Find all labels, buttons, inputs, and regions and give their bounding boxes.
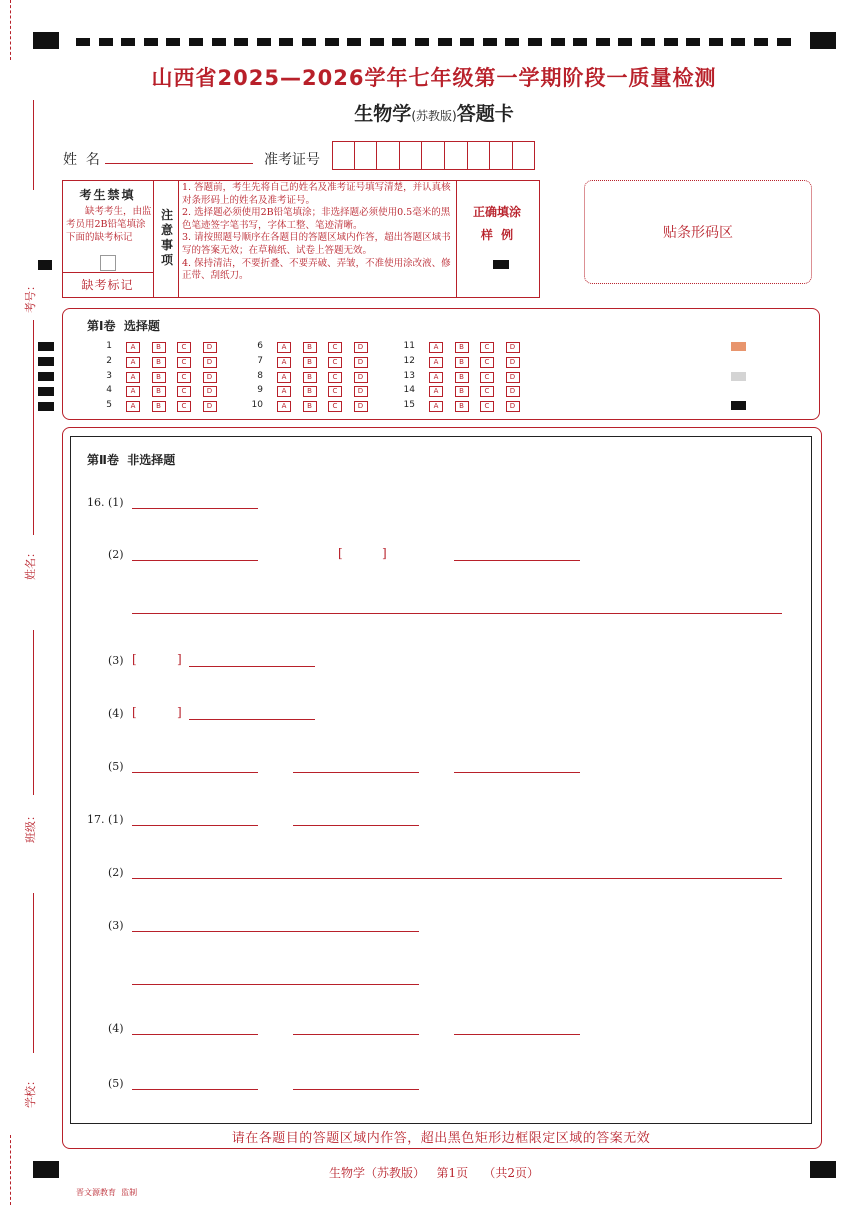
choice-bubble-a[interactable]: A bbox=[429, 386, 443, 397]
choice-bubble-b[interactable]: B bbox=[455, 386, 469, 397]
choice-bubble-b[interactable]: B bbox=[455, 342, 469, 353]
q16-2-answer-long[interactable] bbox=[132, 613, 782, 614]
choice-bubble-c[interactable]: C bbox=[328, 342, 342, 353]
timing-dash bbox=[347, 38, 361, 46]
q16-1-answer[interactable] bbox=[132, 508, 258, 509]
q16-part3-label: (3) bbox=[108, 654, 124, 667]
q17-1-answer-b[interactable] bbox=[293, 825, 419, 826]
choice-bubble-c[interactable]: C bbox=[328, 386, 342, 397]
sample-filled-mark bbox=[493, 260, 509, 269]
notice-char: 项 bbox=[160, 253, 173, 267]
q16-5-answer-c[interactable] bbox=[454, 772, 580, 773]
choice-bubble-d[interactable]: D bbox=[203, 386, 217, 397]
choice-bubble-d[interactable]: D bbox=[354, 357, 368, 368]
choice-bubble-c[interactable]: C bbox=[177, 372, 191, 383]
choice-bubble-b[interactable]: B bbox=[303, 357, 317, 368]
choice-question-number: 4 bbox=[106, 385, 112, 396]
name-label: 姓 名 bbox=[63, 152, 100, 168]
exam-id-digit-box[interactable] bbox=[490, 141, 513, 170]
q16-part1-label: (1) bbox=[108, 496, 124, 509]
choice-bubble-c[interactable]: C bbox=[480, 401, 494, 412]
exam-id-boxes[interactable] bbox=[332, 141, 535, 170]
q16-3-bracket-close: ] bbox=[177, 652, 182, 666]
choice-question-number: 6 bbox=[257, 341, 263, 351]
choice-bubble-a[interactable]: A bbox=[126, 342, 140, 353]
q17-3-answer-b[interactable] bbox=[132, 984, 419, 985]
binding-dash bbox=[10, 0, 12, 60]
absence-title: 考生禁填 bbox=[79, 188, 136, 202]
timing-dash bbox=[325, 38, 339, 46]
timing-dash bbox=[596, 38, 610, 46]
q16-4-bracket-open: [ bbox=[132, 705, 137, 719]
binding-line bbox=[33, 630, 34, 795]
binding-line bbox=[33, 893, 34, 1053]
timing-dash bbox=[664, 38, 678, 46]
q17-part1-label: (1) bbox=[108, 813, 124, 826]
choice-bubble-c[interactable]: C bbox=[328, 372, 342, 383]
q16-2-answer-a[interactable] bbox=[132, 560, 258, 561]
choice-bubble-a[interactable]: A bbox=[126, 401, 140, 412]
timing-dash bbox=[392, 38, 406, 46]
choice-bubble-b[interactable]: B bbox=[303, 386, 317, 397]
choice-bubble-a[interactable]: A bbox=[277, 357, 291, 368]
choice-bubble-b[interactable]: B bbox=[455, 357, 469, 368]
timing-dash bbox=[370, 38, 384, 46]
q17-part3-label: (3) bbox=[108, 919, 124, 932]
q16-part2-label: (2) bbox=[108, 548, 124, 561]
timing-dash bbox=[438, 38, 452, 46]
subject-main: 生物学 bbox=[354, 103, 412, 125]
choice-bubble-c[interactable]: C bbox=[480, 342, 494, 353]
q16-5-answer-a[interactable] bbox=[132, 772, 258, 773]
timing-dash bbox=[483, 38, 497, 46]
timing-dash bbox=[302, 38, 316, 46]
timing-dash bbox=[777, 38, 791, 46]
q16-part4-label: (4) bbox=[108, 707, 124, 720]
choice-question-number: 2 bbox=[106, 355, 112, 366]
choice-question-number: 13 bbox=[403, 370, 415, 381]
absence-checkbox[interactable] bbox=[100, 255, 116, 271]
sample-title-1: 正确填涂 bbox=[472, 205, 521, 219]
q17-5-answer-a[interactable] bbox=[132, 1089, 258, 1090]
choice-question-number: 8 bbox=[257, 370, 263, 381]
notice-char: 事 bbox=[160, 238, 173, 252]
part1-title: 第Ⅰ卷 选择题 bbox=[87, 319, 160, 333]
q17-5-answer-b[interactable] bbox=[293, 1089, 419, 1090]
notice-char: 注 bbox=[160, 208, 173, 222]
choice-bubble-a[interactable]: A bbox=[429, 357, 443, 368]
subject-title bbox=[0, 99, 868, 126]
marker-black bbox=[731, 401, 746, 410]
exam-id-digit-box[interactable] bbox=[355, 141, 378, 170]
timing-dash bbox=[505, 38, 519, 46]
absence-note: 缺考考生，由监考员用2B铅笔填涂下面的缺考标记 bbox=[66, 206, 152, 243]
timing-dash bbox=[618, 38, 632, 46]
exam-id-digit-box[interactable] bbox=[513, 141, 536, 170]
q16-3-bracket-open: [ bbox=[132, 652, 137, 666]
timing-dash bbox=[754, 38, 768, 46]
choice-bubble-d[interactable]: D bbox=[506, 357, 520, 368]
exam-id-digit-box[interactable] bbox=[445, 141, 468, 170]
choice-question-number: 12 bbox=[403, 355, 415, 366]
choice-bubble-b[interactable]: B bbox=[303, 401, 317, 412]
side-label-name: 姓名： bbox=[24, 547, 37, 580]
choice-question-number: 15 bbox=[403, 400, 415, 411]
choice-bubble-a[interactable]: A bbox=[429, 401, 443, 412]
choice-question-number: 3 bbox=[106, 370, 112, 381]
side-mark bbox=[38, 260, 52, 270]
side-label-class: 班级： bbox=[24, 810, 37, 843]
q16-4-bracket-close: ] bbox=[177, 705, 182, 719]
choice-bubble-b[interactable]: B bbox=[455, 401, 469, 412]
exam-id-digit-box[interactable] bbox=[332, 141, 355, 170]
timing-dash bbox=[121, 38, 135, 46]
choice-bubble-c[interactable]: C bbox=[177, 386, 191, 397]
timing-dash bbox=[551, 38, 565, 46]
q17-part4-label: (4) bbox=[108, 1022, 124, 1035]
binding-line bbox=[33, 320, 34, 535]
choice-bubble-c[interactable]: C bbox=[177, 342, 191, 353]
q16-number: 16. bbox=[87, 496, 105, 509]
corner-mark-top-right bbox=[810, 32, 836, 49]
q17-part2-label: (2) bbox=[108, 866, 124, 879]
page-info: 生物学（苏教版） 第1页 （共2页） bbox=[329, 1166, 539, 1180]
choice-bubble-d[interactable]: D bbox=[506, 386, 520, 397]
choice-bubble-a[interactable]: A bbox=[126, 357, 140, 368]
choice-bubble-a[interactable]: A bbox=[126, 372, 140, 383]
exam-id-digit-box[interactable] bbox=[422, 141, 445, 170]
subject-suffix: 答题卡 bbox=[456, 103, 514, 125]
info-divider bbox=[153, 180, 154, 297]
timing-dash bbox=[686, 38, 700, 46]
q17-1-answer-a[interactable] bbox=[132, 825, 258, 826]
q17-4-answer-c[interactable] bbox=[454, 1034, 580, 1035]
q17-2-answer[interactable] bbox=[132, 878, 782, 879]
timing-dash bbox=[528, 38, 542, 46]
choice-bubble-a[interactable]: A bbox=[429, 372, 443, 383]
timing-dash bbox=[460, 38, 474, 46]
notice-item: 2. 选择题必须使用2B铅笔填涂；非选择题必须使用0.5毫米的黑色笔迹签字笔书写，字体工整、笔迹清晰。 bbox=[182, 207, 451, 231]
timing-dash bbox=[709, 38, 723, 46]
choice-bubble-d[interactable]: D bbox=[203, 401, 217, 412]
choice-bubble-c[interactable]: C bbox=[328, 401, 342, 412]
timing-dash bbox=[257, 38, 271, 46]
choice-bubble-d[interactable]: D bbox=[354, 386, 368, 397]
notice-list bbox=[182, 182, 452, 283]
timing-dash bbox=[573, 38, 587, 46]
choice-bubble-b[interactable]: B bbox=[303, 372, 317, 383]
choice-bubble-d[interactable]: D bbox=[506, 372, 520, 383]
choice-bubble-c[interactable]: C bbox=[177, 401, 191, 412]
timing-dash bbox=[99, 38, 113, 46]
notice-item: 3. 请按照题号顺序在各题目的答题区域内作答，超出答题区域书写的答案无效；在草稿纸、试卷上答题无效。 bbox=[182, 232, 451, 256]
timing-dash bbox=[234, 38, 248, 46]
exam-title: 山西省2025—2026学年七年级第一学期阶段一质量检测 bbox=[151, 66, 717, 90]
choice-bubble-b[interactable]: B bbox=[152, 372, 166, 383]
choice-bubble-a[interactable]: A bbox=[126, 386, 140, 397]
choice-bubble-a[interactable]: A bbox=[277, 401, 291, 412]
choice-bubble-d[interactable]: D bbox=[203, 372, 217, 383]
choice-question-number: 5 bbox=[106, 400, 112, 411]
timing-dash bbox=[641, 38, 655, 46]
absence-mark-label: 缺考标记 bbox=[81, 278, 134, 292]
answer-area-warning: 请在各题目的答题区域内作答，超出黑色矩形边框限定区域的答案无效 bbox=[231, 1131, 651, 1146]
choice-question-number: 9 bbox=[257, 385, 263, 396]
notice-item: 1. 答题前，考生先将自己的姓名及准考证号填写清楚，并认真核对条形码上的姓名及准考证号。 bbox=[182, 182, 451, 206]
choice-bubble-b[interactable]: B bbox=[303, 342, 317, 353]
timing-dash bbox=[731, 38, 745, 46]
q17-4-answer-a[interactable] bbox=[132, 1034, 258, 1035]
notice-char: 意 bbox=[160, 223, 173, 237]
choice-bubble-d[interactable]: D bbox=[354, 372, 368, 383]
notice-heading bbox=[158, 208, 176, 268]
choice-bubble-b[interactable]: B bbox=[152, 357, 166, 368]
q16-part5-label: (5) bbox=[108, 760, 124, 773]
corner-mark-top-left bbox=[33, 32, 59, 49]
q17-number: 17. bbox=[87, 813, 105, 826]
notice-item: 4. 保持清洁，不要折叠、不要弄破、弄皱，不准使用涂改液、修正带、刮纸刀。 bbox=[182, 257, 451, 282]
side-mark-group bbox=[38, 342, 54, 411]
choice-bubble-d[interactable]: D bbox=[506, 401, 520, 412]
q17-4-answer-b[interactable] bbox=[293, 1034, 419, 1035]
choice-bubble-d[interactable]: D bbox=[506, 342, 520, 353]
q16-2-bracket-close: ] bbox=[382, 546, 387, 560]
choice-bubble-d[interactable]: D bbox=[203, 357, 217, 368]
choice-bubble-b[interactable]: B bbox=[455, 372, 469, 383]
part2-inner-box bbox=[70, 436, 812, 1124]
choice-bubble-d[interactable]: D bbox=[354, 342, 368, 353]
timing-dash bbox=[212, 38, 226, 46]
q16-5-answer-b[interactable] bbox=[293, 772, 419, 773]
marker-orange bbox=[731, 342, 746, 351]
publisher: 晋文源教育 监制 bbox=[76, 1188, 138, 1197]
choice-bubble-b[interactable]: B bbox=[152, 386, 166, 397]
q17-3-answer-a[interactable] bbox=[132, 931, 419, 932]
choice-bubble-b[interactable]: B bbox=[152, 401, 166, 412]
choice-bubble-d[interactable]: D bbox=[203, 342, 217, 353]
choice-bubble-b[interactable]: B bbox=[152, 342, 166, 353]
timing-dash bbox=[166, 38, 180, 46]
timing-strip-top bbox=[76, 38, 796, 46]
choice-bubble-c[interactable]: C bbox=[177, 357, 191, 368]
sample-title-2: 样 例 bbox=[480, 228, 514, 242]
choice-question-number: 14 bbox=[403, 385, 415, 396]
marker-gray bbox=[731, 372, 746, 381]
choice-bubble-a[interactable]: A bbox=[429, 342, 443, 353]
barcode-label: 贴条形码区 bbox=[663, 225, 733, 241]
exam-id-digit-box[interactable] bbox=[468, 141, 491, 170]
choice-question-number: 10 bbox=[251, 400, 263, 411]
choice-bubble-a[interactable]: A bbox=[277, 342, 291, 353]
choice-bubble-c[interactable]: C bbox=[480, 357, 494, 368]
info-divider bbox=[178, 180, 179, 297]
timing-dash bbox=[144, 38, 158, 46]
side-label-exam-no: 考号： bbox=[24, 280, 37, 313]
q16-4-answer[interactable] bbox=[189, 719, 315, 720]
choice-bubble-a[interactable]: A bbox=[277, 372, 291, 383]
timing-dash bbox=[189, 38, 203, 46]
timing-dash bbox=[76, 38, 90, 46]
name-field[interactable] bbox=[105, 163, 253, 164]
q16-3-answer[interactable] bbox=[189, 666, 315, 667]
choice-question-number: 1 bbox=[106, 341, 112, 351]
q17-part5-label: (5) bbox=[108, 1077, 124, 1090]
exam-id-digit-box[interactable] bbox=[377, 141, 400, 170]
part2-title: 第Ⅱ卷 非选择题 bbox=[87, 453, 176, 467]
binding-line bbox=[33, 100, 34, 190]
choice-bubble-c[interactable]: C bbox=[480, 386, 494, 397]
exam-id-digit-box[interactable] bbox=[400, 141, 423, 170]
timing-dash bbox=[415, 38, 429, 46]
choice-question-number: 11 bbox=[403, 341, 415, 351]
subject-edition: (苏教版) bbox=[411, 109, 457, 123]
choice-bubble-c[interactable]: C bbox=[480, 372, 494, 383]
q16-2-bracket-open: [ bbox=[338, 546, 343, 560]
choice-question-number: 7 bbox=[257, 355, 263, 366]
timing-dash bbox=[279, 38, 293, 46]
choice-bubble-c[interactable]: C bbox=[328, 357, 342, 368]
choice-bubble-d[interactable]: D bbox=[354, 401, 368, 412]
info-divider bbox=[62, 272, 153, 273]
q16-2-answer-b[interactable] bbox=[454, 560, 580, 561]
side-label-school: 学校： bbox=[24, 1075, 37, 1108]
choice-bubble-a[interactable]: A bbox=[277, 386, 291, 397]
exam-id-label: 准考证号 bbox=[264, 152, 320, 168]
